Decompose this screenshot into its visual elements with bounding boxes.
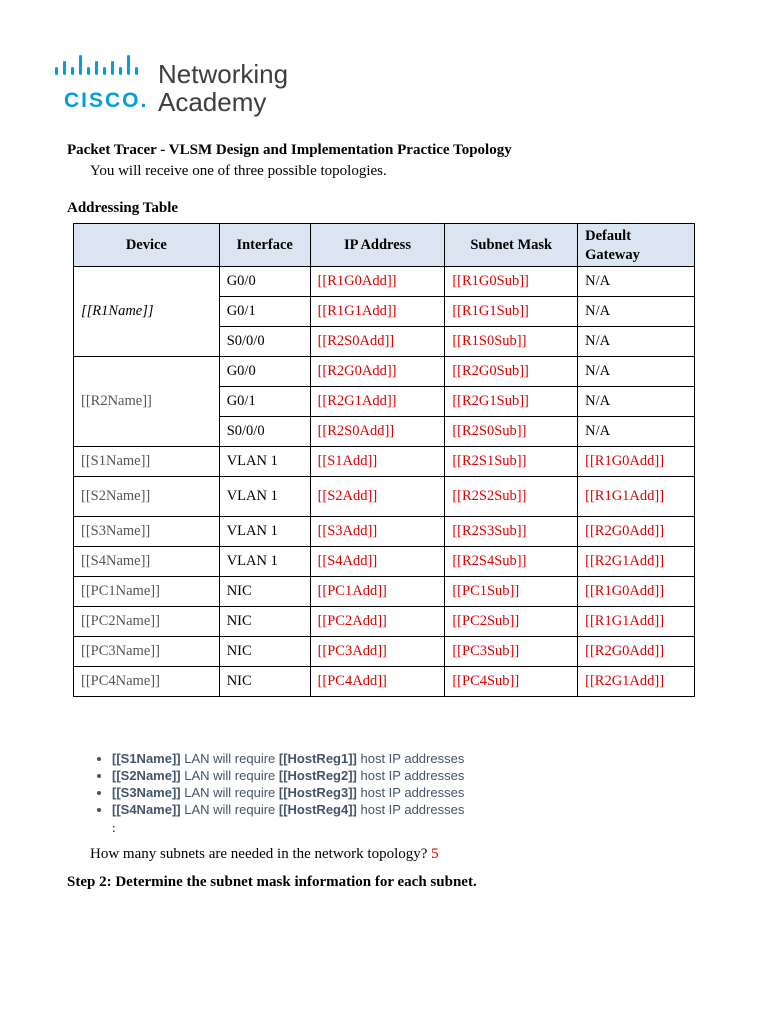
requirement-text: LAN will require bbox=[180, 785, 279, 800]
ip-cell: [[R2S0Add]] bbox=[310, 417, 445, 447]
header-interface: Interface bbox=[219, 224, 310, 267]
ip-cell: [[S3Add]] bbox=[310, 517, 445, 547]
mask-cell: [[PC4Sub]] bbox=[445, 667, 578, 697]
gateway-cell: N/A bbox=[578, 297, 695, 327]
requirement-text: LAN will require bbox=[180, 768, 279, 783]
table-row bbox=[74, 577, 695, 607]
gateway-cell: [[R2G1Add]] bbox=[578, 667, 695, 697]
cisco-networking-academy-logo bbox=[50, 55, 310, 119]
host-count: [[HostReg1]] bbox=[278, 751, 357, 766]
requirement-tail: host IP addresses bbox=[356, 785, 465, 800]
mask-cell: [[PC1Sub]] bbox=[445, 577, 578, 607]
table-row bbox=[74, 547, 695, 577]
interface-cell: S0/0/0 bbox=[219, 417, 310, 447]
gateway-cell: N/A bbox=[578, 417, 695, 447]
list-item bbox=[112, 750, 464, 767]
mask-cell: [[R2S2Sub]] bbox=[445, 477, 578, 517]
subnet-question bbox=[90, 846, 439, 863]
header-default-gateway: Default Gateway bbox=[578, 224, 695, 267]
cisco-wordmark: CISCO. bbox=[64, 89, 149, 112]
mask-cell: [[R1S0Sub]] bbox=[445, 327, 578, 357]
logo-academy: Academy bbox=[158, 87, 267, 117]
cisco-bridge-icon bbox=[50, 55, 150, 85]
host-count: [[HostReg3]] bbox=[278, 785, 357, 800]
list-item bbox=[112, 784, 464, 801]
table-row bbox=[74, 517, 695, 547]
table-header-row bbox=[74, 224, 695, 267]
gateway-cell: N/A bbox=[578, 267, 695, 297]
mask-cell: [[R2G1Sub]] bbox=[445, 387, 578, 417]
device-cell: [[PC1Name]] bbox=[74, 577, 220, 607]
list-item bbox=[112, 767, 464, 784]
gateway-cell: [[R1G0Add]] bbox=[578, 447, 695, 477]
requirement-tail: host IP addresses bbox=[356, 768, 465, 783]
question-answer: 5 bbox=[431, 846, 439, 862]
ip-cell: [[PC2Add]] bbox=[310, 607, 445, 637]
table-row bbox=[74, 267, 695, 297]
addressing-table bbox=[73, 223, 695, 697]
gateway-cell: [[R1G1Add]] bbox=[578, 607, 695, 637]
host-count: [[HostReg4]] bbox=[278, 802, 357, 817]
ip-cell: [[R2G0Add]] bbox=[310, 357, 445, 387]
interface-cell: G0/0 bbox=[219, 357, 310, 387]
device-cell: [[S3Name]] bbox=[74, 517, 220, 547]
mask-cell: [[R2S1Sub]] bbox=[445, 447, 578, 477]
logo-networking: Networking bbox=[158, 59, 289, 89]
device-cell: [[PC2Name]] bbox=[74, 607, 220, 637]
ip-cell: [[R1G0Add]] bbox=[310, 267, 445, 297]
device-cell: [[R1Name]] bbox=[74, 267, 220, 357]
table-row bbox=[74, 667, 695, 697]
list-item bbox=[112, 801, 464, 818]
interface-cell: VLAN 1 bbox=[219, 477, 310, 517]
mask-cell: [[PC2Sub]] bbox=[445, 607, 578, 637]
host-requirements-list bbox=[92, 750, 464, 818]
device-cell: [[PC3Name]] bbox=[74, 637, 220, 667]
table-row bbox=[74, 357, 695, 387]
requirement-text: LAN will require bbox=[180, 802, 279, 817]
switch-name: [[S1Name]] bbox=[112, 751, 181, 766]
interface-cell: NIC bbox=[219, 607, 310, 637]
gateway-cell: [[R1G0Add]] bbox=[578, 577, 695, 607]
device-cell: [[S4Name]] bbox=[74, 547, 220, 577]
interface-cell: S0/0/0 bbox=[219, 327, 310, 357]
document-subtitle: You will receive one of three possible topologies. bbox=[90, 163, 387, 179]
header-ip-address: IP Address bbox=[310, 224, 445, 267]
interface-cell: NIC bbox=[219, 577, 310, 607]
document-title: Packet Tracer - VLSM Design and Implementation Practice Topology bbox=[67, 142, 512, 158]
gateway-cell: N/A bbox=[578, 387, 695, 417]
gateway-cell: N/A bbox=[578, 327, 695, 357]
switch-name: [[S2Name]] bbox=[112, 768, 181, 783]
interface-cell: VLAN 1 bbox=[219, 517, 310, 547]
mask-cell: [[R2S3Sub]] bbox=[445, 517, 578, 547]
gateway-cell: [[R2G1Add]] bbox=[578, 547, 695, 577]
table-row bbox=[74, 477, 695, 517]
interface-cell: G0/0 bbox=[219, 267, 310, 297]
device-cell: [[S2Name]] bbox=[74, 477, 220, 517]
table-row bbox=[74, 637, 695, 667]
ip-cell: [[PC1Add]] bbox=[310, 577, 445, 607]
table-row bbox=[74, 447, 695, 477]
device-cell: [[R2Name]] bbox=[74, 357, 220, 447]
mask-cell: [[R2S4Sub]] bbox=[445, 547, 578, 577]
question-text: How many subnets are needed in the network topology? bbox=[90, 846, 428, 862]
ip-cell: [[R2S0Add]] bbox=[310, 327, 445, 357]
ip-cell: [[R2G1Add]] bbox=[310, 387, 445, 417]
gateway-cell: [[R1G1Add]] bbox=[578, 477, 695, 517]
interface-cell: G0/1 bbox=[219, 387, 310, 417]
header-subnet-mask: Subnet Mask bbox=[445, 224, 578, 267]
requirement-text: LAN will require bbox=[180, 751, 279, 766]
switch-name: [[S3Name]] bbox=[112, 785, 181, 800]
gateway-cell: N/A bbox=[578, 357, 695, 387]
ip-cell: [[S1Add]] bbox=[310, 447, 445, 477]
mask-cell: [[R2S0Sub]] bbox=[445, 417, 578, 447]
interface-cell: VLAN 1 bbox=[219, 547, 310, 577]
mask-cell: [[R1G0Sub]] bbox=[445, 267, 578, 297]
header-device: Device bbox=[74, 224, 220, 267]
ip-cell: [[S2Add]] bbox=[310, 477, 445, 517]
mask-cell: [[R2G0Sub]] bbox=[445, 357, 578, 387]
mask-cell: [[R1G1Sub]] bbox=[445, 297, 578, 327]
stray-colon: : bbox=[112, 820, 116, 835]
interface-cell: VLAN 1 bbox=[219, 447, 310, 477]
requirement-tail: host IP addresses bbox=[356, 751, 465, 766]
step-2-heading: Step 2: Determine the subnet mask information for each subnet. bbox=[67, 874, 477, 890]
ip-cell: [[PC4Add]] bbox=[310, 667, 445, 697]
addressing-table-heading: Addressing Table bbox=[67, 200, 179, 216]
ip-cell: [[R1G1Add]] bbox=[310, 297, 445, 327]
ip-cell: [[PC3Add]] bbox=[310, 637, 445, 667]
mask-cell: [[PC3Sub]] bbox=[445, 637, 578, 667]
device-cell: [[PC4Name]] bbox=[74, 667, 220, 697]
table-row bbox=[74, 607, 695, 637]
interface-cell: NIC bbox=[219, 667, 310, 697]
interface-cell: NIC bbox=[219, 637, 310, 667]
gateway-cell: [[R2G0Add]] bbox=[578, 517, 695, 547]
switch-name: [[S4Name]] bbox=[112, 802, 181, 817]
ip-cell: [[S4Add]] bbox=[310, 547, 445, 577]
interface-cell: G0/1 bbox=[219, 297, 310, 327]
gateway-cell: [[R2G0Add]] bbox=[578, 637, 695, 667]
device-cell: [[S1Name]] bbox=[74, 447, 220, 477]
host-count: [[HostReg2]] bbox=[278, 768, 357, 783]
requirement-tail: host IP addresses bbox=[356, 802, 465, 817]
